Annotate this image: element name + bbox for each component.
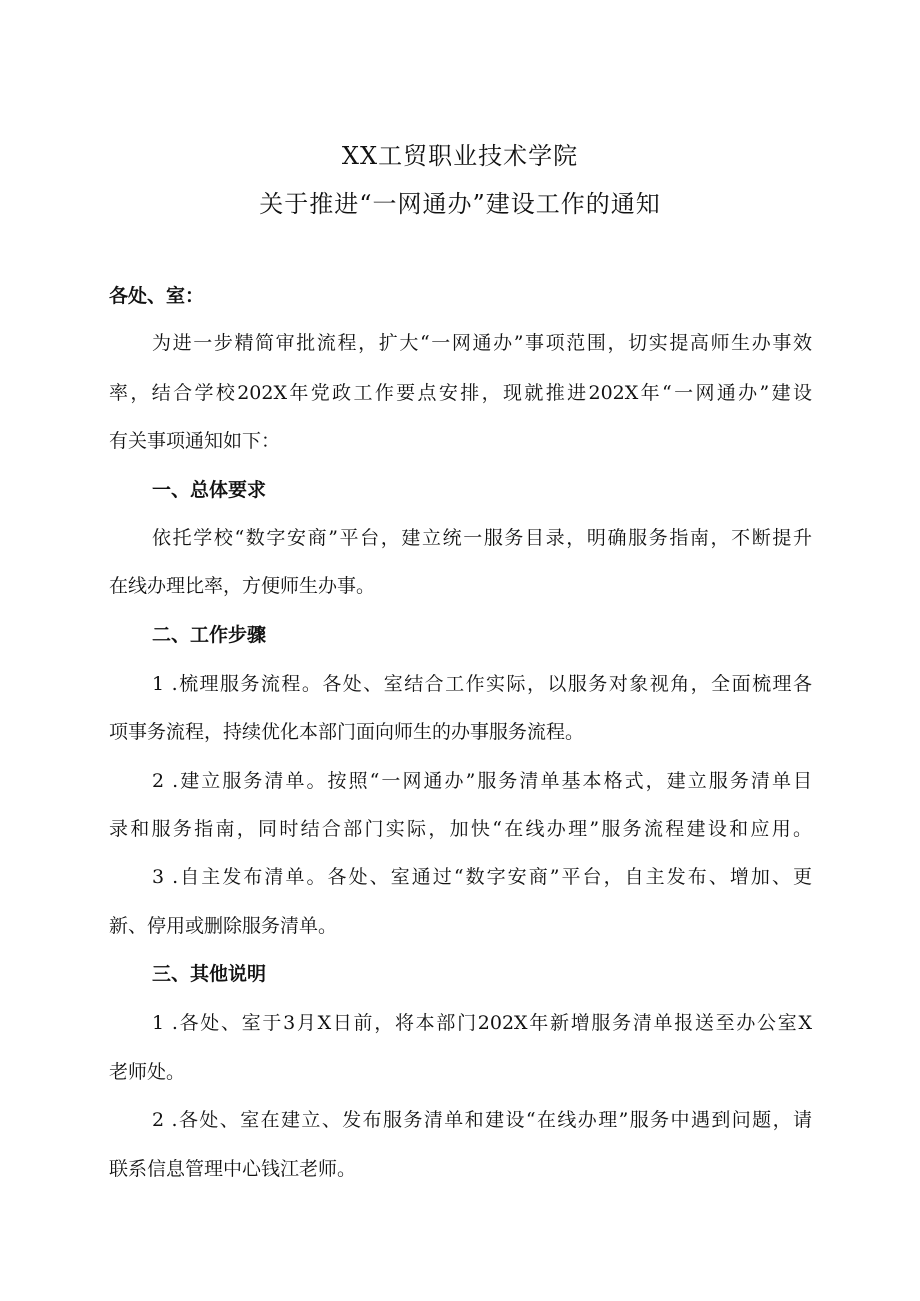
document-title-line2: 关于推进“一网通办”建设工作的通知 [259,190,661,218]
list-item-line: 新、停用或删除服务清单。 [109,915,338,937]
list-item-line: 3 .自主发布清单。各处、室通过“数字安商”平台，自主发布、增加、更 [152,866,812,888]
section-paragraph-line: 在线办理比率，方便师生办事。 [109,575,376,597]
section-heading: 三、其他说明 [152,963,267,985]
section-heading: 一、总体要求 [152,479,267,501]
document-title-line1: XX工贸职业技术学院 [341,142,579,170]
section-paragraph-line: 依托学校“数字安商”平台，建立统一服务目录，明确服务指南，不断提升 [152,527,812,549]
section-heading: 二、工作步骤 [152,624,267,646]
list-item-line: 2 .建立服务清单。按照“一网通办”服务清单基本格式，建立服务清单目 [152,770,812,792]
list-item-line: 1 .各处、室于3月X日前，将本部门202X年新增服务清单报送至办公室X [152,1012,812,1034]
list-item-line: 录和服务指南，同时结合部门实际，加快“在线办理”服务流程建设和应用。 [109,818,812,840]
list-item-line: 老师处。 [109,1061,186,1083]
intro-line: 率，结合学校202X年党政工作要点安排，现就推进202X年“一网通办”建设 [109,382,812,404]
list-item-line: 2 .各处、室在建立、发布服务清单和建设“在线办理”服务中遇到问题，请 [152,1109,812,1131]
list-item-line: 项事务流程，持续优化本部门面向师生的办事服务流程。 [109,721,585,743]
intro-line: 为进一步精简审批流程，扩大“一网通办”事项范围，切实提高师生办事效 [152,332,812,354]
list-item-line: 联系信息管理中心钱江老师。 [109,1158,357,1180]
salutation: 各处、室： [109,285,205,307]
intro-line: 有关事项通知如下： [109,430,281,452]
list-item-line: 1 .梳理服务流程。各处、室结合工作实际，以服务对象视角，全面梳理各 [152,673,812,695]
